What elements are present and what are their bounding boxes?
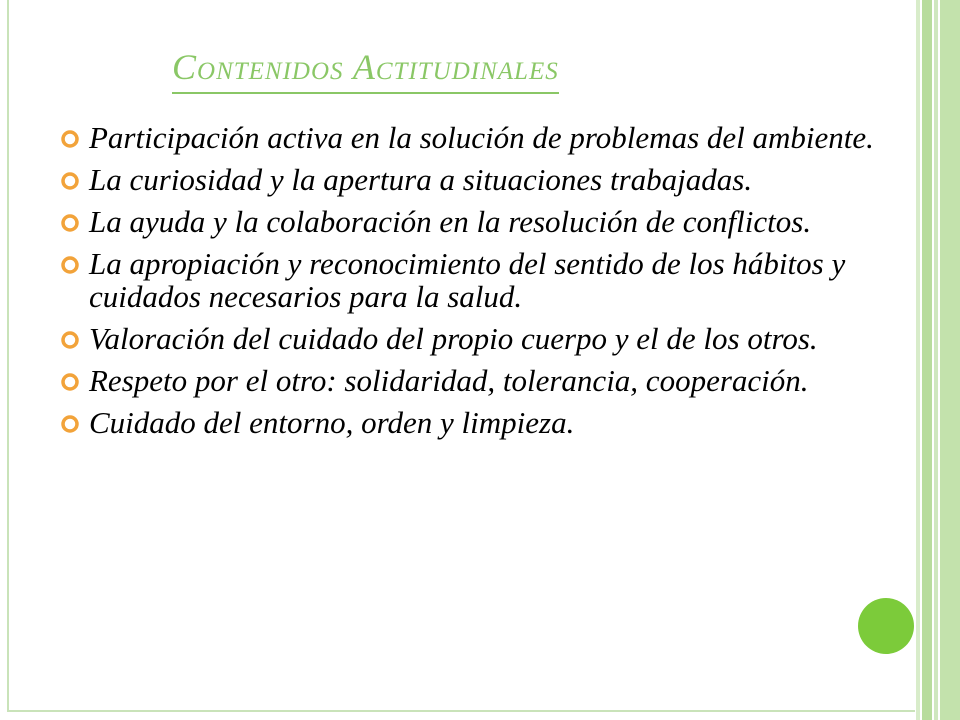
list-item <box>60 163 900 196</box>
list-item <box>60 406 900 439</box>
circular-bullet-icon <box>60 255 80 275</box>
list-item <box>60 322 900 355</box>
bullet-text: La ayuda y la colaboración en la resolución de conflictos. <box>89 204 812 239</box>
decorative-dot <box>858 598 914 654</box>
bullet-list <box>60 121 900 448</box>
bullet-text: Valoración del cuidado del propio cuerpo y el de los otros. <box>89 321 818 356</box>
bullet-text: La curiosidad y la apertura a situaciones trabajadas. <box>89 162 753 197</box>
circular-bullet-icon <box>60 330 80 350</box>
circular-bullet-icon <box>60 372 80 392</box>
circular-bullet-icon <box>60 171 80 191</box>
list-item <box>60 205 900 238</box>
list-item <box>60 121 900 154</box>
side-stripe <box>934 0 938 720</box>
side-stripe <box>940 0 960 720</box>
list-item <box>60 247 900 313</box>
side-stripe <box>916 0 920 720</box>
circular-bullet-icon <box>60 129 80 149</box>
bullet-text: Cuidado del entorno, orden y limpieza. <box>89 405 575 440</box>
bullet-text: Participación activa en la solución de problemas del ambiente. <box>89 120 874 155</box>
slide-title: Contenidos Actitudinales <box>172 44 559 94</box>
side-stripe <box>922 0 932 720</box>
circular-bullet-icon <box>60 414 80 434</box>
bullet-text: Respeto por el otro: solidaridad, tolerancia, cooperación. <box>89 363 809 398</box>
bullet-text: La apropiación y reconocimiento del sentido de los hábitos y cuidados necesarios para la salud. <box>89 246 846 314</box>
circular-bullet-icon <box>60 213 80 233</box>
list-item <box>60 364 900 397</box>
